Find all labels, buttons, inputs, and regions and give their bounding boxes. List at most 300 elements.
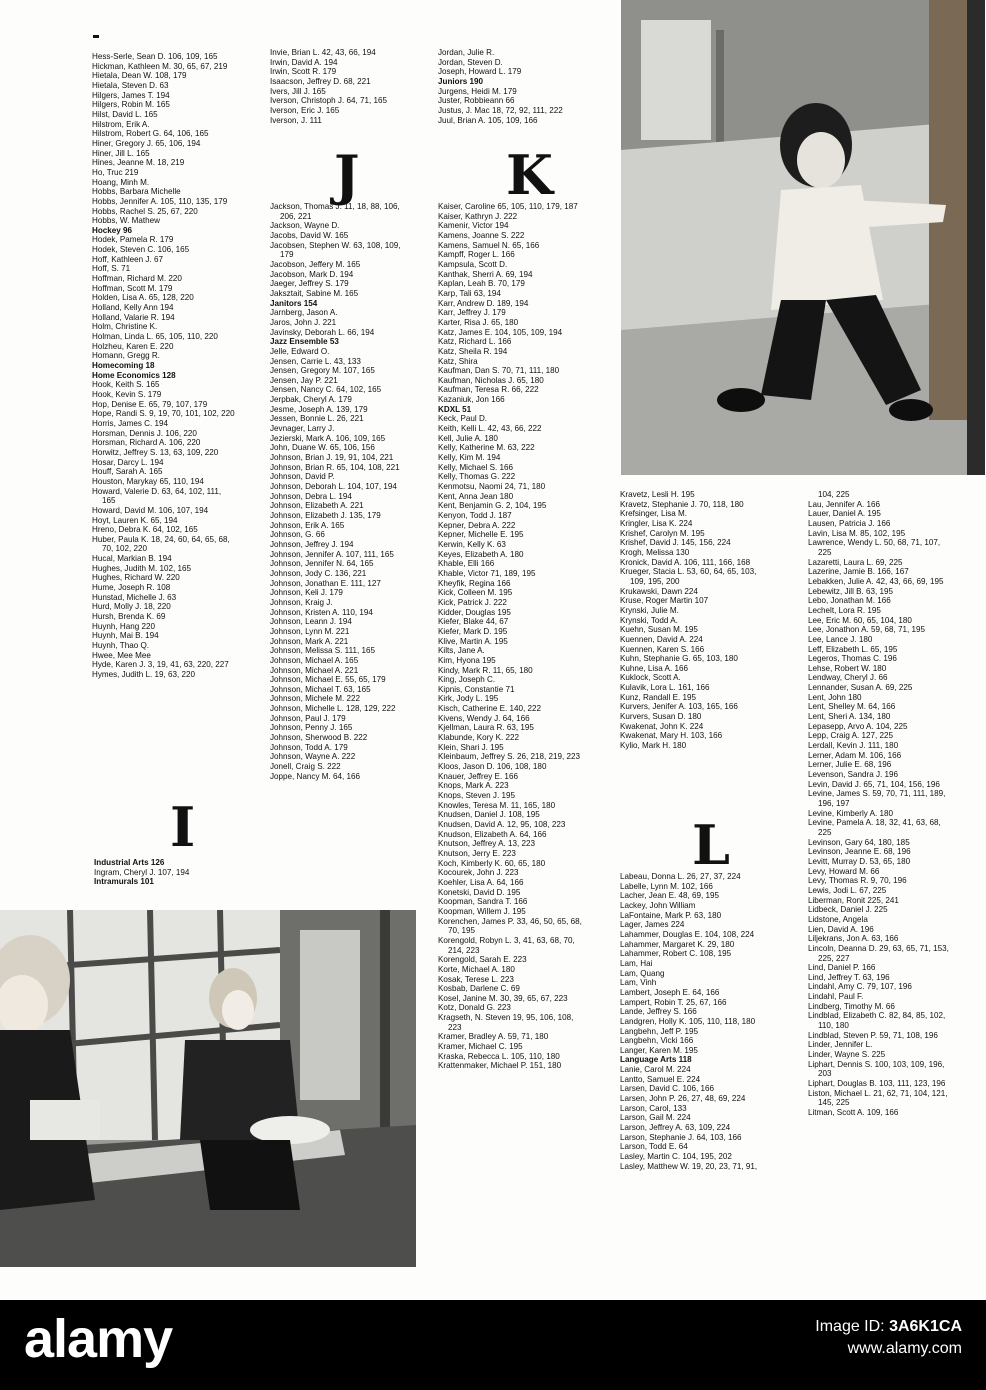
index-entry: Krattenmaker, Michael P. 151, 180	[438, 1061, 562, 1071]
index-entry: Langbehn, Jeff P. 195	[620, 1026, 699, 1036]
index-entry: Hurd, Molly J. 18, 220	[92, 602, 171, 612]
index-entry: Larsen, John P. 26, 27, 48, 69, 224	[620, 1094, 746, 1104]
index-entry: Kenmotsu, Naomi 24, 71, 180	[438, 482, 546, 492]
index-entry: Koopman, Willem J. 195	[438, 906, 526, 916]
section-letter-l: L	[692, 813, 730, 877]
index-entry: Konetski, David D. 195	[438, 887, 521, 897]
index-entry: Lent, Shelley M. 64, 166	[808, 702, 896, 712]
index-entry: 214, 223	[448, 945, 480, 955]
index-entry: Jelle, Edward O.	[270, 346, 330, 356]
index-entry: Ivers, Jill J. 165	[270, 86, 326, 96]
index-entry: Knops, Steven J. 195	[438, 791, 515, 801]
index-entry: Hwee, Mee Mee	[92, 650, 151, 660]
index-entry: Krukawski, Dawn 224	[620, 586, 698, 596]
index-entry: Kazaniuk, Jon 166	[438, 395, 505, 405]
index-entry: Keith, Kelli L. 42, 43, 66, 222	[438, 424, 542, 434]
index-entry: Lebakken, Julie A. 42, 43, 66, 69, 195	[808, 576, 944, 586]
index-entry: Kent, Anna Jean 180	[438, 491, 514, 501]
index-entry: Lausen, Patricia J. 166	[808, 518, 891, 528]
index-entry: Johnson, Todd A. 179	[270, 742, 348, 752]
index-entry: 70, 102, 220	[102, 544, 148, 554]
index-entry: Koopman, Sandra T. 166	[438, 897, 528, 907]
index-entry: Levitt, Murray D. 53, 65, 180	[808, 856, 911, 866]
footer-url[interactable]: www.alamy.com	[847, 1340, 962, 1357]
index-entry: Lande, Jeffrey S. 166	[620, 1007, 697, 1017]
index-entry: Lerner, Adam M. 106, 166	[808, 750, 902, 760]
index-entry: Johnson, Michael A. 221	[270, 665, 359, 675]
index-entry: Kipnis, Constantie 71	[438, 684, 515, 694]
index-entry: Johnson, Jonathan E. 111, 127	[270, 578, 381, 588]
index-entry: Lind, Daniel P. 166	[808, 963, 876, 973]
index-entry: Kamenir, Victor 194	[438, 221, 509, 231]
index-entry: 109, 195, 200	[630, 576, 680, 586]
index-entry: Kwakenat, Mary H. 103, 166	[620, 731, 723, 741]
index-entry: Lewis, Jodi L. 67, 225	[808, 885, 887, 895]
index-entry: Johnson, Deborah L. 104, 107, 194	[270, 482, 397, 492]
index-entry: Kosbab, Darlene C. 69	[438, 984, 520, 994]
index-entry: Kim, Hyona 195	[438, 655, 496, 665]
index-entry: Johnson, Jody C. 136, 221	[270, 568, 367, 578]
index-entry: Lidbeck, Daniel J. 225	[808, 905, 888, 915]
index-entry: Lepp, Craig A. 127, 225	[808, 731, 894, 741]
index-entry: Lambert, Joseph E. 64, 166	[620, 987, 720, 997]
index-entry: Johnson, Debra L. 194	[270, 491, 352, 501]
index-entry: Kelly, Kim M. 194	[438, 453, 501, 463]
index-entry: Kurvers, Jenifer A. 103, 165, 166	[620, 702, 738, 712]
index-entry: Kuhn, Stephanie G. 65, 103, 180	[620, 654, 738, 664]
index-entry: LaFontaine, Mark P. 63, 180	[620, 910, 722, 920]
index-entry: Hickman, Kathleen M. 30, 65, 67, 219	[92, 61, 228, 71]
index-entry: Hunstad, Michelle J. 63	[92, 592, 177, 602]
index-entry: Keck, Paul D.	[438, 414, 488, 424]
index-entry: Korengold, Sarah E. 223	[438, 955, 527, 965]
index-entry: Kuklock, Scott A.	[620, 673, 681, 683]
index-entry: Liljekrans, Jon A. 63, 166	[808, 934, 899, 944]
index-entry: Hodek, Steven C. 106, 165	[92, 245, 190, 255]
index-entry: Krynski, Julie M.	[620, 605, 679, 615]
index-entry: Kramer, Bradley A. 59, 71, 180	[438, 1032, 549, 1042]
index-entry: Jevnager, Larry J.	[270, 424, 335, 434]
index-entry: Liberman, Ronit 225, 241	[808, 895, 899, 905]
index-entry: Johnson, Brian J. 19, 91, 104, 221	[270, 453, 394, 463]
index-entry: Lind, Jeffrey T. 63, 196	[808, 972, 890, 982]
index-entry: Lindahl, Amy C. 79, 107, 196	[808, 982, 912, 992]
index-entry: Kilts, Jane A.	[438, 646, 485, 656]
index-entry: Hreno, Debra K. 64, 102, 165	[92, 525, 198, 535]
index-entry: Kulavik, Lora L. 161, 166	[620, 683, 710, 693]
index-entry: Javinsky, Deborah L. 66, 194	[270, 327, 375, 337]
index-entry: Hope, Randi S. 9, 19, 70, 101, 102, 220	[92, 409, 235, 419]
index-entry: Hiner, Jill L. 165	[92, 148, 150, 158]
index-entry: Holland, Kelly Ann 194	[92, 303, 174, 313]
index-entry: Korte, Michael A. 180	[438, 964, 515, 974]
index-entry: Lacher, Jean E. 48, 69, 195	[620, 891, 719, 901]
index-entry: Ingram, Cheryl J. 107, 194	[94, 867, 190, 877]
photo-student-pulling-post-illustration	[621, 0, 985, 475]
index-entry: Kerwin, Kelly K. 63	[438, 539, 506, 549]
index-entry: Holm, Christine K.	[92, 322, 158, 332]
index-column-j	[270, 202, 442, 781]
index-entry: Levy, Howard M. 66	[808, 866, 880, 876]
index-entry: Hyde, Karen J. 3, 19, 41, 63, 220, 227	[92, 660, 229, 670]
index-entry: Kaufman, Dan S. 70, 71, 111, 180	[438, 366, 560, 376]
index-column-i-top	[270, 48, 442, 125]
index-entry: Lien, David A. 196	[808, 924, 874, 934]
index-entry: Linder, Jennifer L.	[808, 1040, 873, 1050]
index-entry: Lam, Vinh	[620, 978, 657, 988]
index-entry: Hobbs, Rachel S. 25, 67, 220	[92, 206, 198, 216]
index-column-k-continued	[620, 490, 808, 751]
index-entry: Kurvers, Susan D. 180	[620, 712, 702, 722]
index-entry: Kelly, Michael S. 166	[438, 462, 513, 472]
index-entry: Lincoln, Deanna D. 29, 63, 65, 71, 153,	[808, 943, 949, 953]
footer-image-id-block	[815, 1316, 962, 1360]
index-entry: Jackson, Thomas J. 11, 18, 88, 106,	[270, 202, 400, 211]
index-entry: Holland, Valarie R. 194	[92, 312, 175, 322]
index-entry: Houff, Sarah A. 165	[92, 467, 163, 477]
index-entry: Hymes, Judith L. 19, 63, 220	[92, 670, 196, 679]
index-entry: Jazz Ensemble 53	[270, 337, 339, 347]
index-entry: Hilstrom, Erik A.	[92, 119, 150, 129]
index-entry: Kwakenat, John K. 224	[620, 721, 704, 731]
index-entry: Kaufman, Nicholas J. 65, 180	[438, 375, 544, 385]
index-entry: Howard, Valerie D. 63, 64, 102, 111,	[92, 486, 222, 496]
index-entry: Homecoming 18	[92, 361, 155, 370]
index-entry: Knowles, Teresa M. 11, 165, 180	[438, 800, 556, 810]
index-entry: Johnson, Leann J. 194	[270, 617, 352, 627]
index-entry: Kell, Julie A. 180	[438, 433, 498, 443]
index-entry: Knutson, Jeffrey A. 13, 223	[438, 839, 536, 849]
index-entry: Johnson, Sherwood B. 222	[270, 733, 368, 743]
index-entry: Kuennen, Karen S. 166	[620, 644, 705, 654]
index-entry: Kravetz, Lesli H. 195	[620, 490, 695, 499]
index-entry: Jackson, Wayne D.	[270, 221, 340, 231]
index-entry: Horsman, Dennis J. 106, 220	[92, 428, 197, 438]
index-entry: Jerpbak, Cheryl A. 179	[270, 395, 352, 405]
index-entry: Klive, Martin A. 195	[438, 636, 508, 646]
index-entry: Khable, Victor 71, 189, 195	[438, 568, 536, 578]
index-column-k	[438, 202, 620, 1071]
index-entry: Hoang, Minh M.	[92, 177, 150, 187]
index-entry: Jaksztait, Sabine M. 165	[270, 288, 359, 298]
index-entry: Krueger, Stacia L. 53, 60, 64, 65, 103,	[620, 567, 757, 577]
index-entry: Kiefer, Blake 44, 67	[438, 617, 509, 627]
index-entry: Knudsen, Daniel J. 108, 195	[438, 810, 540, 820]
index-entry: Larson, Jeffrey A. 63, 109, 224	[620, 1123, 731, 1133]
index-entry: Katz, Sheila R. 194	[438, 346, 508, 356]
index-entry: Jacobson, Jeffery M. 165	[270, 259, 361, 269]
index-entry: Kaiser, Caroline 65, 105, 110, 179, 187	[438, 202, 578, 211]
index-entry: Lerner, Julie E. 68, 196	[808, 760, 892, 770]
index-entry: Kaplan, Leah B. 70, 179	[438, 279, 525, 289]
index-entry: Lehse, Robert W. 180	[808, 663, 887, 673]
index-entry: Hucal, Markian B. 194	[92, 554, 172, 564]
index-entry: Katz, James E. 104, 105, 109, 194	[438, 327, 563, 337]
index-entry: Larsen, David C. 106, 166	[620, 1084, 715, 1094]
index-entry: 104, 225	[818, 490, 850, 499]
index-entry: Hook, Keith S. 165	[92, 380, 160, 390]
index-entry: Lent, Sheri A. 134, 180	[808, 712, 891, 722]
index-entry: 179	[280, 250, 294, 260]
page-mark	[93, 35, 99, 38]
index-entry: Jacobs, David W. 165	[270, 230, 349, 240]
index-entry: Isaacson, Jeffrey D. 68, 221	[270, 76, 371, 86]
index-entry: Kocourek, John J. 223	[438, 868, 519, 878]
index-entry: Lennander, Susan A. 69, 225	[808, 683, 913, 693]
index-entry: Janitors 154	[270, 298, 318, 308]
index-entry: Kelly, Thomas G. 222	[438, 472, 516, 482]
index-entry: Hoff, S. 71	[92, 264, 131, 274]
index-entry: Kjellman, Laura R. 63, 195	[438, 723, 534, 733]
index-entry: Kivens, Wendy J. 64, 166	[438, 713, 530, 723]
index-entry: 225, 227	[818, 953, 850, 963]
index-entry: Hosar, Darcy L. 194	[92, 457, 164, 467]
index-entry: Krogh, Melissa 130	[620, 547, 690, 557]
index-entry: Jensen, Carrie L. 43, 133	[270, 356, 361, 366]
index-entry: Jesme, Joseph A. 139, 179	[270, 404, 368, 414]
index-entry: Kramer, Michael C. 195	[438, 1042, 523, 1052]
index-entry: Juster, Robbieann 66	[438, 96, 515, 106]
index-entry: Joppe, Nancy M. 64, 166	[270, 771, 360, 781]
index-entry: Klabunde, Kory K. 222	[438, 733, 519, 743]
index-entry: Lampert, Robin T. 25, 67, 166	[620, 997, 727, 1007]
index-entry: Hobbs, W. Mathew	[92, 216, 160, 226]
index-entry: Levine, James S. 59, 70, 71, 111, 189,	[808, 789, 946, 799]
index-entry: Jessen, Bonnie L. 26, 221	[270, 414, 364, 424]
index-entry: Lau, Jennifer A. 166	[808, 499, 880, 509]
index-entry: Korenchen, James P. 33, 46, 50, 65, 68,	[438, 916, 582, 926]
index-entry: Lindblad, Steven P. 59, 71, 108, 196	[808, 1030, 938, 1040]
index-entry: Jurgens, Heidi M. 179	[438, 86, 517, 96]
index-entry: Levinson, Jeanne E. 68, 196	[808, 847, 911, 857]
index-entry: Karp, Tali 63, 194	[438, 288, 501, 298]
index-entry: Lee, Eric M. 60, 65, 104, 180	[808, 615, 912, 625]
index-entry: Lindberg, Timothy M. 66	[808, 1001, 895, 1011]
index-entry: Kindy, Mark R. 11, 65, 180	[438, 665, 533, 675]
index-entry: Kraska, Rebecca L. 105, 110, 180	[438, 1051, 560, 1061]
index-entry: Klein, Shari J. 195	[438, 742, 504, 752]
index-entry: Johnson, Melissa S. 111, 165	[270, 646, 375, 656]
index-entry: Levenson, Sandra J. 196	[808, 770, 898, 780]
index-entry: Hockey 96	[92, 225, 133, 235]
index-entry: Iverson, J. 111	[270, 115, 322, 125]
index-column-l	[620, 872, 810, 1171]
index-entry: Legeros, Thomas C. 196	[808, 654, 897, 664]
index-column-l-continued	[808, 490, 984, 1118]
index-entry: Juul, Brian A. 105, 109, 166	[438, 115, 538, 125]
index-entry: Johnson, Mark A. 221	[270, 636, 349, 646]
index-entry: Lerdall, Kevin J. 111, 180	[808, 741, 899, 751]
index-entry: Lazerine, Jamie B. 166, 167	[808, 567, 909, 577]
index-entry: Larson, Carol, 133	[620, 1103, 687, 1113]
footer-image-id-label: Image ID:	[815, 1318, 885, 1335]
stock-footer-bar	[0, 1300, 986, 1390]
index-entry: Hilst, David L. 165	[92, 109, 158, 119]
index-entry: Lee, Lance J. 180	[808, 634, 873, 644]
index-entry: Kuhne, Lisa A. 166	[620, 663, 688, 673]
index-entry: Krishef, Carolyn M. 195	[620, 528, 705, 538]
index-entry: Leff, Elizabeth L. 65, 195	[808, 644, 898, 654]
index-entry: Krynski, Todd A.	[620, 615, 678, 625]
index-entry: Kaufman, Teresa R. 66, 222	[438, 385, 539, 395]
index-entry: Lebewitz, Jill B. 63, 195	[808, 586, 894, 596]
index-entry: Hilgers, James T. 194	[92, 90, 170, 100]
index-entry: Levine, Pamela A. 18, 32, 41, 63, 68,	[808, 818, 941, 828]
index-entry: Johnson, Penny J. 165	[270, 723, 353, 733]
index-entry: Kiefer, Mark D. 195	[438, 626, 508, 636]
index-entry: Liphart, Douglas B. 103, 111, 123, 196	[808, 1079, 946, 1089]
index-entry: Lidstone, Angela	[808, 914, 868, 924]
index-entry: Hodek, Pamela R. 179	[92, 235, 174, 245]
index-entry: John, Duane W. 65, 106, 156	[270, 443, 375, 453]
index-entry: Larson, Gail M. 224	[620, 1113, 691, 1123]
index-entry: Koehler, Lisa A. 64, 166	[438, 877, 524, 887]
index-entry: Hiner, Gregory J. 65, 106, 194	[92, 138, 201, 148]
index-entry: Irwin, Scott R. 179	[270, 67, 337, 77]
index-entry: Hursh, Brenda K. 69	[92, 612, 166, 622]
index-entry: 165	[102, 496, 116, 506]
index-entry: Kelly, Katherine M. 63, 222	[438, 443, 535, 453]
index-entry: Justus, J. Mac 18, 72, 92, 111, 222	[438, 105, 563, 115]
index-entry: Lavin, Lisa M. 85, 102, 195	[808, 528, 906, 538]
index-entry: Hilstrom, Robert G. 64, 106, 165	[92, 129, 209, 139]
index-entry: Hoffman, Scott M. 179	[92, 283, 173, 293]
index-entry: 206, 221	[280, 211, 312, 221]
index-entry: Kylio, Mark H. 180	[620, 741, 687, 751]
index-entry: Labeau, Donna L. 26, 27, 37, 224	[620, 872, 741, 881]
index-entry: Hughes, Judith M. 102, 165	[92, 563, 191, 573]
photo-student-pulling-post	[621, 0, 985, 475]
section-letter-k: K	[506, 143, 553, 207]
index-entry: Hume, Joseph R. 108	[92, 583, 171, 593]
index-entry: Huynh, Thao Q.	[92, 641, 149, 651]
index-entry: Karter, Risa J. 65, 180	[438, 317, 519, 327]
index-entry: Kamens, Joanne S. 222	[438, 230, 525, 240]
index-entry: Lahammer, Douglas E. 104, 108, 224	[620, 929, 755, 939]
index-entry: Home Economics 128	[92, 370, 176, 380]
index-entry: Kruse, Roger Martin 107	[620, 596, 709, 606]
index-entry: Kidder, Douglas 195	[438, 607, 511, 617]
index-entry: Hobbs, Jennifer A. 105, 110, 135, 179	[92, 196, 228, 206]
index-entry: Knudsen, David A. 12, 95, 108, 223	[438, 820, 566, 829]
index-entry: Hilgers, Robin M. 165	[92, 100, 170, 110]
index-entry: Kirk, Jody L. 195	[438, 694, 499, 704]
index-entry: Ho, Truc 219	[92, 167, 139, 177]
index-entry: Krishef, David J. 145, 156, 224	[620, 538, 731, 548]
index-entry: Lantto, Samuel E. 224	[620, 1074, 701, 1084]
index-entry: Johnson, Paul J. 179	[270, 713, 346, 723]
index-entry: Holman, Linda L. 65, 105, 110, 220	[92, 332, 218, 342]
section-letter-i: I	[170, 795, 196, 859]
index-entry: Johnson, Kristen A. 110, 194	[270, 607, 373, 617]
index-entry: Huynh, Mai B. 194	[92, 631, 159, 641]
index-entry: Intramurals 101	[94, 877, 154, 887]
index-entry: Khable, Elli 166	[438, 559, 495, 569]
index-entry: Langbehn, Vicki 166	[620, 1036, 694, 1046]
index-column-i	[94, 858, 264, 887]
index-entry: Knutson, Jerry E. 223	[438, 848, 516, 858]
index-entry: Kepner, Michelle E. 195	[438, 530, 524, 540]
index-entry: Jacobsen, Stephen W. 63, 108, 109,	[270, 240, 401, 250]
index-entry: Lahammer, Margaret K. 29, 180	[620, 939, 735, 949]
index-entry: Kunz, Randall E. 195	[620, 692, 697, 702]
index-entry: Johnson, Michele M. 222	[270, 694, 360, 704]
index-entry: Levin, David J. 65, 71, 104, 156, 196	[808, 779, 940, 789]
index-entry: 196, 197	[818, 799, 850, 808]
index-entry: Langer, Karen M. 195	[620, 1045, 698, 1055]
index-entry: King, Joseph C.	[438, 675, 496, 685]
index-entry: Larson, Todd E. 64	[620, 1142, 688, 1152]
index-entry: Lendway, Cheryl J. 66	[808, 673, 888, 683]
index-entry: Kosel, Janine M. 30, 39, 65, 67, 223	[438, 993, 568, 1003]
index-entry: Kronick, David A. 106, 111, 166, 168	[620, 557, 751, 567]
index-entry: Jensen, Jay P. 221	[270, 375, 338, 385]
index-entry: Karr, Andrew D. 189, 194	[438, 298, 529, 308]
index-entry: Liston, Michael L. 21, 62, 71, 104, 121,	[808, 1088, 948, 1098]
index-entry: Labelle, Lynn M. 102, 166	[620, 881, 713, 891]
index-entry: Huynh, Hang 220	[92, 621, 155, 631]
index-entry: Johnson, Lynn M. 221	[270, 626, 350, 636]
index-entry: 225	[818, 547, 832, 557]
index-entry: Krefsinger, Lisa M.	[620, 509, 688, 519]
index-entry: Lager, James 224	[620, 920, 685, 930]
index-entry: Johnson, David P.	[270, 472, 335, 482]
index-entry: Kamens, Samuel N. 65, 166	[438, 240, 540, 250]
index-entry: Keyes, Elizabeth A. 180	[438, 549, 524, 559]
index-entry: Lasley, Martin C. 104, 195, 202	[620, 1152, 732, 1162]
index-entry: Hop, Denise E. 65, 79, 107, 179	[92, 399, 208, 409]
index-entry: 70, 195	[448, 926, 476, 936]
index-entry: Johnson, Elizabeth J. 135, 179	[270, 511, 381, 520]
index-entry: Kick, Patrick J. 222	[438, 597, 507, 607]
index-entry: Knudson, Elizabeth A. 64, 166	[438, 829, 547, 839]
index-entry: Levinson, Gary 64, 180, 185	[808, 837, 910, 847]
index-entry: Kenyon, Todd J. 187	[438, 511, 512, 520]
index-entry: Hoyt, Lauren K. 65, 194	[92, 515, 178, 525]
index-entry: Johnson, Brian R. 65, 104, 108, 221	[270, 462, 400, 472]
index-entry: Juniors 190	[438, 76, 483, 86]
index-entry: Jensen, Gregory M. 107, 165	[270, 366, 375, 376]
photo-students-by-window	[0, 910, 416, 1267]
index-entry: Johnson, Kraig J.	[270, 597, 333, 607]
index-entry: Kosak, Terese L. 223	[438, 974, 514, 984]
index-entry: Kuehn, Susan M. 195	[620, 625, 698, 635]
index-entry: Lechelt, Lora R. 195	[808, 605, 881, 615]
index-entry: Hughes, Richard W. 220	[92, 573, 180, 583]
index-entry: Lanie, Carol M. 224	[620, 1065, 691, 1075]
index-entry: Irwin, David A. 194	[270, 57, 338, 67]
footer-logo[interactable]: alamy	[24, 1309, 173, 1369]
index-entry: Howard, David M. 106, 107, 194	[92, 505, 209, 515]
index-entry: Kick, Colleen M. 195	[438, 588, 513, 598]
section-letter-j: J	[334, 143, 360, 207]
index-entry: Homann, Gregg R.	[92, 351, 160, 361]
index-entry: Jordan, Julie R.	[438, 48, 495, 57]
index-entry: Karr, Jeffrey J. 179	[438, 308, 506, 318]
index-entry: Language Arts 118	[620, 1055, 692, 1065]
index-entry: Hoff, Kathleen J. 67	[92, 254, 163, 264]
index-entry: Litman, Scott A. 109, 166	[808, 1108, 899, 1117]
index-entry: Johnson, G. 66	[270, 530, 325, 540]
index-entry: Kloos, Jason D. 106, 108, 180	[438, 762, 547, 772]
index-entry: Linder, Wayne S. 225	[808, 1050, 886, 1060]
index-entry: Hines, Jeanne M. 18, 219	[92, 158, 185, 168]
index-entry: Hobbs, Barbara Michelle	[92, 187, 181, 197]
index-entry: 145, 225	[818, 1098, 850, 1108]
index-entry: Kheyfik, Regina 166	[438, 578, 511, 588]
index-entry: 203	[818, 1069, 832, 1079]
index-entry: Johnson, Jeffrey J. 194	[270, 539, 354, 549]
